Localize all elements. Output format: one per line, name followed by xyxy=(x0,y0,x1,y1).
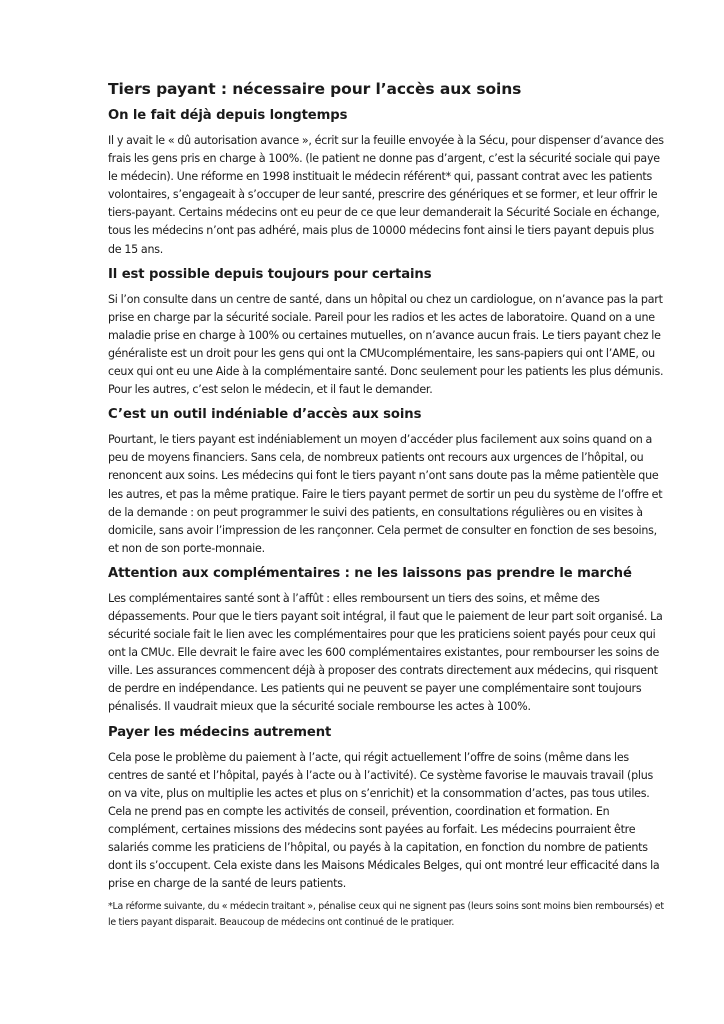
section-paragraph: Pourtant, le tiers payant est indéniablement un moyen d’accéder plus facilement aux soins quand on a peu de moyens financiers. Sans cela, de nombreux patients ont recours aux urgences de l’hôpital, ou renoncent aux soins. Les médecins qui font le tiers payant n’ont sans doute pas la même patientèle que les autres, et pas la même pratique. Faire le tiers payant permet de sortir un peu du système de l’offre et de la demande : on peut programmer le suivi des patients, en consultations régulières ou en visites à domicile, sans avoir l’impression de les rançonner. Cela permet de consulter en fonction de ses besoins, et non de son porte-monnaie. xyxy=(108,433,663,555)
section-heading: Attention aux complémentaires : ne les laissons pas prendre le marché xyxy=(108,565,632,581)
section-heading: Il est possible depuis toujours pour certains xyxy=(108,266,432,282)
section-heading: C’est un outil indéniable d’accès aux soins xyxy=(108,407,422,423)
section-paragraph: Il y avait le « dû autorisation avance », écrit sur la feuille envoyée à la Sécu, pour dispenser d’avance des frais les gens pris en charge à 100%. (le patient ne donne pas d’argent, c’est la sécurité sociale qui paye le médecin). Une réforme en 1998 instituait le médecin référent* qui, passant contrat avec les patients volontaires, s’engageait à s’occuper de leur santé, prescrire des génériques et se former, et leur offrir le tiers-payant. Certains médecins ont eu peur de ce que leur demanderait la Sécurité Sociale en échange, tous les médecins n’ont pas adhéré, mais plus de 10000 médecins font ainsi le tiers payant depuis plus de 15 ans. xyxy=(108,134,664,256)
footnote: *La réforme suivante, du « médecin traitant », pénalise ceux qui ne signent pas (leurs soins sont moins bien remboursés) et le tiers payant disparait. Beaucoup de médecins ont continué de le pratiquer. xyxy=(108,901,664,929)
section-paragraph: Cela pose le problème du paiement à l’acte, qui régit actuellement l’offre de soins (même dans les centres de santé et l’hôpital, payés à l’acte ou à l’activité). Ce système favorise le mauvais travail (plus on va vite, plus on multiplie les actes et plus on s’enrichit) et la consommation d’actes, pas tous utiles. Cela ne prend pas en compte les activités de conseil, prévention, coordination et formation. En complément, certaines missions des médecins sont payées au forfait. Les médecins pourraient être salariés comme les praticiens de l’hôpital, ou payés à la capitation, en fonction du nombre de patients dont ils s’occupent. Cela existe dans les Maisons Médicales Belges, qui ont montré leur efficacité dans la prise en charge de la santé de leurs patients. xyxy=(108,750,660,891)
section-paragraph: Si l’on consulte dans un centre de santé, dans un hôpital ou chez un cardiologue, on n’avance pas la part prise en charge par la sécurité sociale. Pareil pour les radios et les actes de laboratoire. Quand on a une maladie prise en charge à 100% ou certaines mutuelles, on n’avance aucun frais. Le tiers payant chez le généraliste est un droit pour les gens qui ont la CMUcomplémentaire, les sans-papiers qui ont l’AME, ou ceux qui ont eu une Aide à la complémentaire santé. Donc seulement pour les patients les plus démunis. Pour les autres, c’est selon le médecin, et il faut le demander. xyxy=(108,292,664,397)
section-possible xyxy=(108,265,668,400)
section-paragraph: Les complémentaires santé sont à l’affût : elles remboursent un tiers des soins, et même des dépassements. Pour que le tiers payant soit intégral, il faut que le paiement de leur part soit organisé. La sécurité sociale fait le lien avec les complémentaires pour que les praticiens soient payés pour ceux qui ont la CMUc. Elle devrait le faire avec les 600 complémentaires existantes, pour rembourser les soins de ville. Les assurances commencent déjà à proposer des contrats directement aux médecins, qui risquent de perdre en indépendance. Les patients qui ne peuvent se payer une complémentaire sont toujours pénalisés. Il vaudrait mieux que la sécurité sociale rembourse les actes à 100%. xyxy=(108,591,663,714)
section-longtemps xyxy=(108,106,668,259)
document-page xyxy=(108,78,668,931)
section-outil xyxy=(108,405,668,558)
section-complementaires xyxy=(108,564,668,717)
document-title: Tiers payant : nécessaire pour l’accès aux soins xyxy=(108,80,522,98)
section-heading: On le fait déjà depuis longtemps xyxy=(108,108,348,123)
section-payer xyxy=(108,723,668,894)
section-heading: Payer les médecins autrement xyxy=(108,724,332,740)
